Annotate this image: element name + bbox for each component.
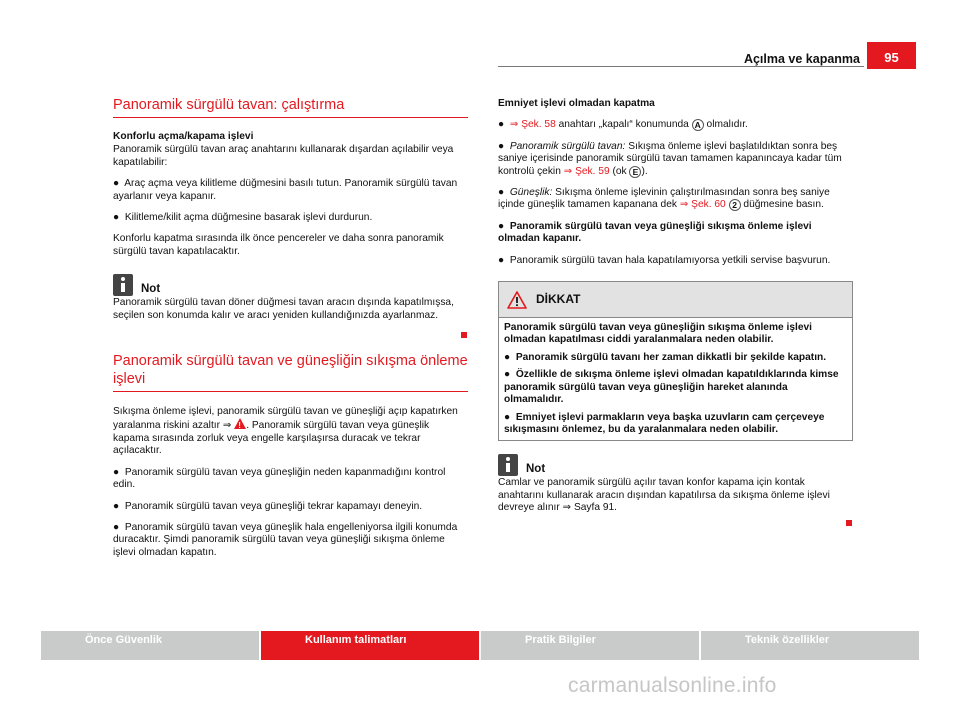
note-label: Not — [526, 462, 546, 475]
section-end-marker — [846, 520, 852, 526]
list-item: ● Araç açma veya kilitleme düğmesini basılı tutun. Panoramik sürgülü tavan ayarlanır veya kapanır. — [113, 178, 458, 202]
note-text: Camlar ve panoramik sürgülü açılır tavan konfor kapama için kontak anahtarını kullanarak aracın dışından kapatılırsa da sıkışma önleme işlevi devreye alınır ⇒ Sayfa 91. — [498, 477, 830, 514]
section-end-marker — [461, 332, 467, 338]
list-item: ● Panoramik sürgülü tavanı her zaman dikkatli bir şekilde kapatın. — [504, 351, 827, 363]
figure-link[interactable]: ⇒ Şek. 60 — [679, 199, 726, 211]
page-number: 95 — [867, 42, 916, 69]
anti-pinch-intro: Sıkışma önleme işlevi, panoramik sürgülü tavan ve güneşliği açıp kapatırken yaralanma riskini azaltır ⇒ ! . Panoramik sürgülü tavan veya güneşlik kapama sırasında zorluk veya engelle karşılaşırsa duracak ve tekrar açılacaktır. — [113, 406, 458, 457]
page-link[interactable]: ⇒ Sayfa 91. — [562, 502, 617, 514]
left-column — [113, 96, 468, 559]
note-label: Not — [141, 282, 161, 295]
info-note-icon — [113, 274, 133, 296]
list-item: ● Güneşlik: Sıkışma önleme işlevinin çalıştırılmasından sonra beş saniye içinde güneşlik tamamen kapanana dek ⇒ Şek. 60 2 düğmesine basın. — [498, 187, 830, 211]
warning-intro: Panoramik sürgülü tavan veya güneşliğin sıkışma önleme işlevi olmadan kapatılması ciddi yaralanmalara neden olabilir. — [504, 322, 813, 346]
list-item: ● Emniyet işlevi parmakların veya başka uzuvların cam çerçeveye sıkışmasını önlemez, bu da yaralanmalara neden olabilir. — [504, 411, 825, 435]
warning-body — [499, 318, 852, 440]
section-title-operation: Panoramik sürgülü tavan: çalıştırma — [113, 96, 468, 118]
watermark: carmanualsonline.info — [568, 674, 777, 697]
list-item: ● Panoramik sürgülü tavan veya güneşliği sıkışma önleme işlevi olmadan kapanır. — [498, 220, 812, 245]
badge-2: 2 — [729, 199, 741, 211]
list-item: ● ⇒ Şek. 58 anahtarı „kapalı“ konumunda A olmalıdır. — [498, 119, 748, 131]
header-rule — [498, 66, 864, 67]
info-note-icon — [498, 454, 518, 476]
running-header: Açılma ve kapanma — [743, 52, 860, 66]
note-header — [113, 274, 468, 296]
list-item: ● Panoramik sürgülü tavan veya güneşliği tekrar kapamayı deneyin. — [113, 500, 423, 512]
list-item: ● Panoramik sürgülü tavan: Sıkışma önleme işlevi başlatıldıktan sonra beş saniye içerisinde panoramik sürgülü tavan tamamen kapanıncaya kadar tüm kontrolü çekin ⇒ Şek. 59 (ok E ). — [498, 140, 842, 177]
footer-nav — [41, 631, 919, 660]
list-item: ● Panoramik sürgülü tavan veya güneşlik hala engelleniyorsa ilgili konumda duracaktır. Şimdi panoramik sürgülü tavan veya güneşliği sıkışma önleme işlevi olmadan kapatın. — [113, 521, 458, 558]
right-column — [498, 98, 853, 515]
list-item: ● Kilitleme/kilit açma düğmesine basarak işlevi durdurun. — [113, 212, 373, 224]
list-item: ● Özellikle de sıkışma önleme işlevi olmadan kapatıldıklarında kimse panoramik sürgülü tavan veya güneşliğin hareket alanında olmamalıdır. — [504, 369, 839, 406]
warning-header — [499, 282, 852, 318]
comfort-heading: Konforlu açma/kapama işlevi — [113, 131, 254, 142]
note-text: Panoramik sürgülü tavan döner düğmesi tavan aracın dışında kapatılmışsa, seçilen son konumda kalır ve aracı yeniden kullandığınızda ayarlanmaz. — [113, 297, 454, 321]
warning-box — [498, 281, 853, 441]
list-item: ● Panoramik sürgülü tavan hala kapatılamıyorsa yetkili servise başvurun. — [498, 254, 831, 266]
tab-technical[interactable]: Teknik özellikler — [701, 631, 919, 660]
warning-triangle-icon — [507, 291, 527, 309]
warning-label: DİKKAT — [536, 292, 581, 307]
emergency-heading: Emniyet işlevi olmadan kapatma — [498, 98, 655, 109]
note-header — [498, 454, 853, 476]
badge-a: A — [692, 119, 704, 131]
comfort-after: Konforlu kapatma sırasında ilk önce pencereler ve daha sonra panoramik sürgülü tavan kapatılacaktır. — [113, 233, 444, 257]
comfort-intro: Panoramik sürgülü tavan araç anahtarını kullanarak dışardan açılabilir veya kapatılabilir: — [113, 144, 454, 168]
badge-e: E — [629, 166, 641, 178]
warning-triangle-icon: ! — [234, 418, 246, 429]
figure-link[interactable]: ⇒ Şek. 58 — [509, 119, 556, 131]
tab-operation[interactable]: Kullanım talimatları — [261, 631, 479, 660]
list-item: ● Panoramik sürgülü tavan veya güneşliğin neden kapanmadığını kontrol edin. — [113, 466, 446, 491]
tab-practical[interactable]: Pratik Bilgiler — [481, 631, 699, 660]
section-title-anti-pinch: Panoramik sürgülü tavan ve güneşliğin sıkışma önleme işlevi — [113, 352, 468, 392]
tab-safety[interactable]: Önce Güvenlik — [41, 631, 259, 660]
figure-link[interactable]: ⇒ Şek. 59 — [563, 165, 610, 177]
